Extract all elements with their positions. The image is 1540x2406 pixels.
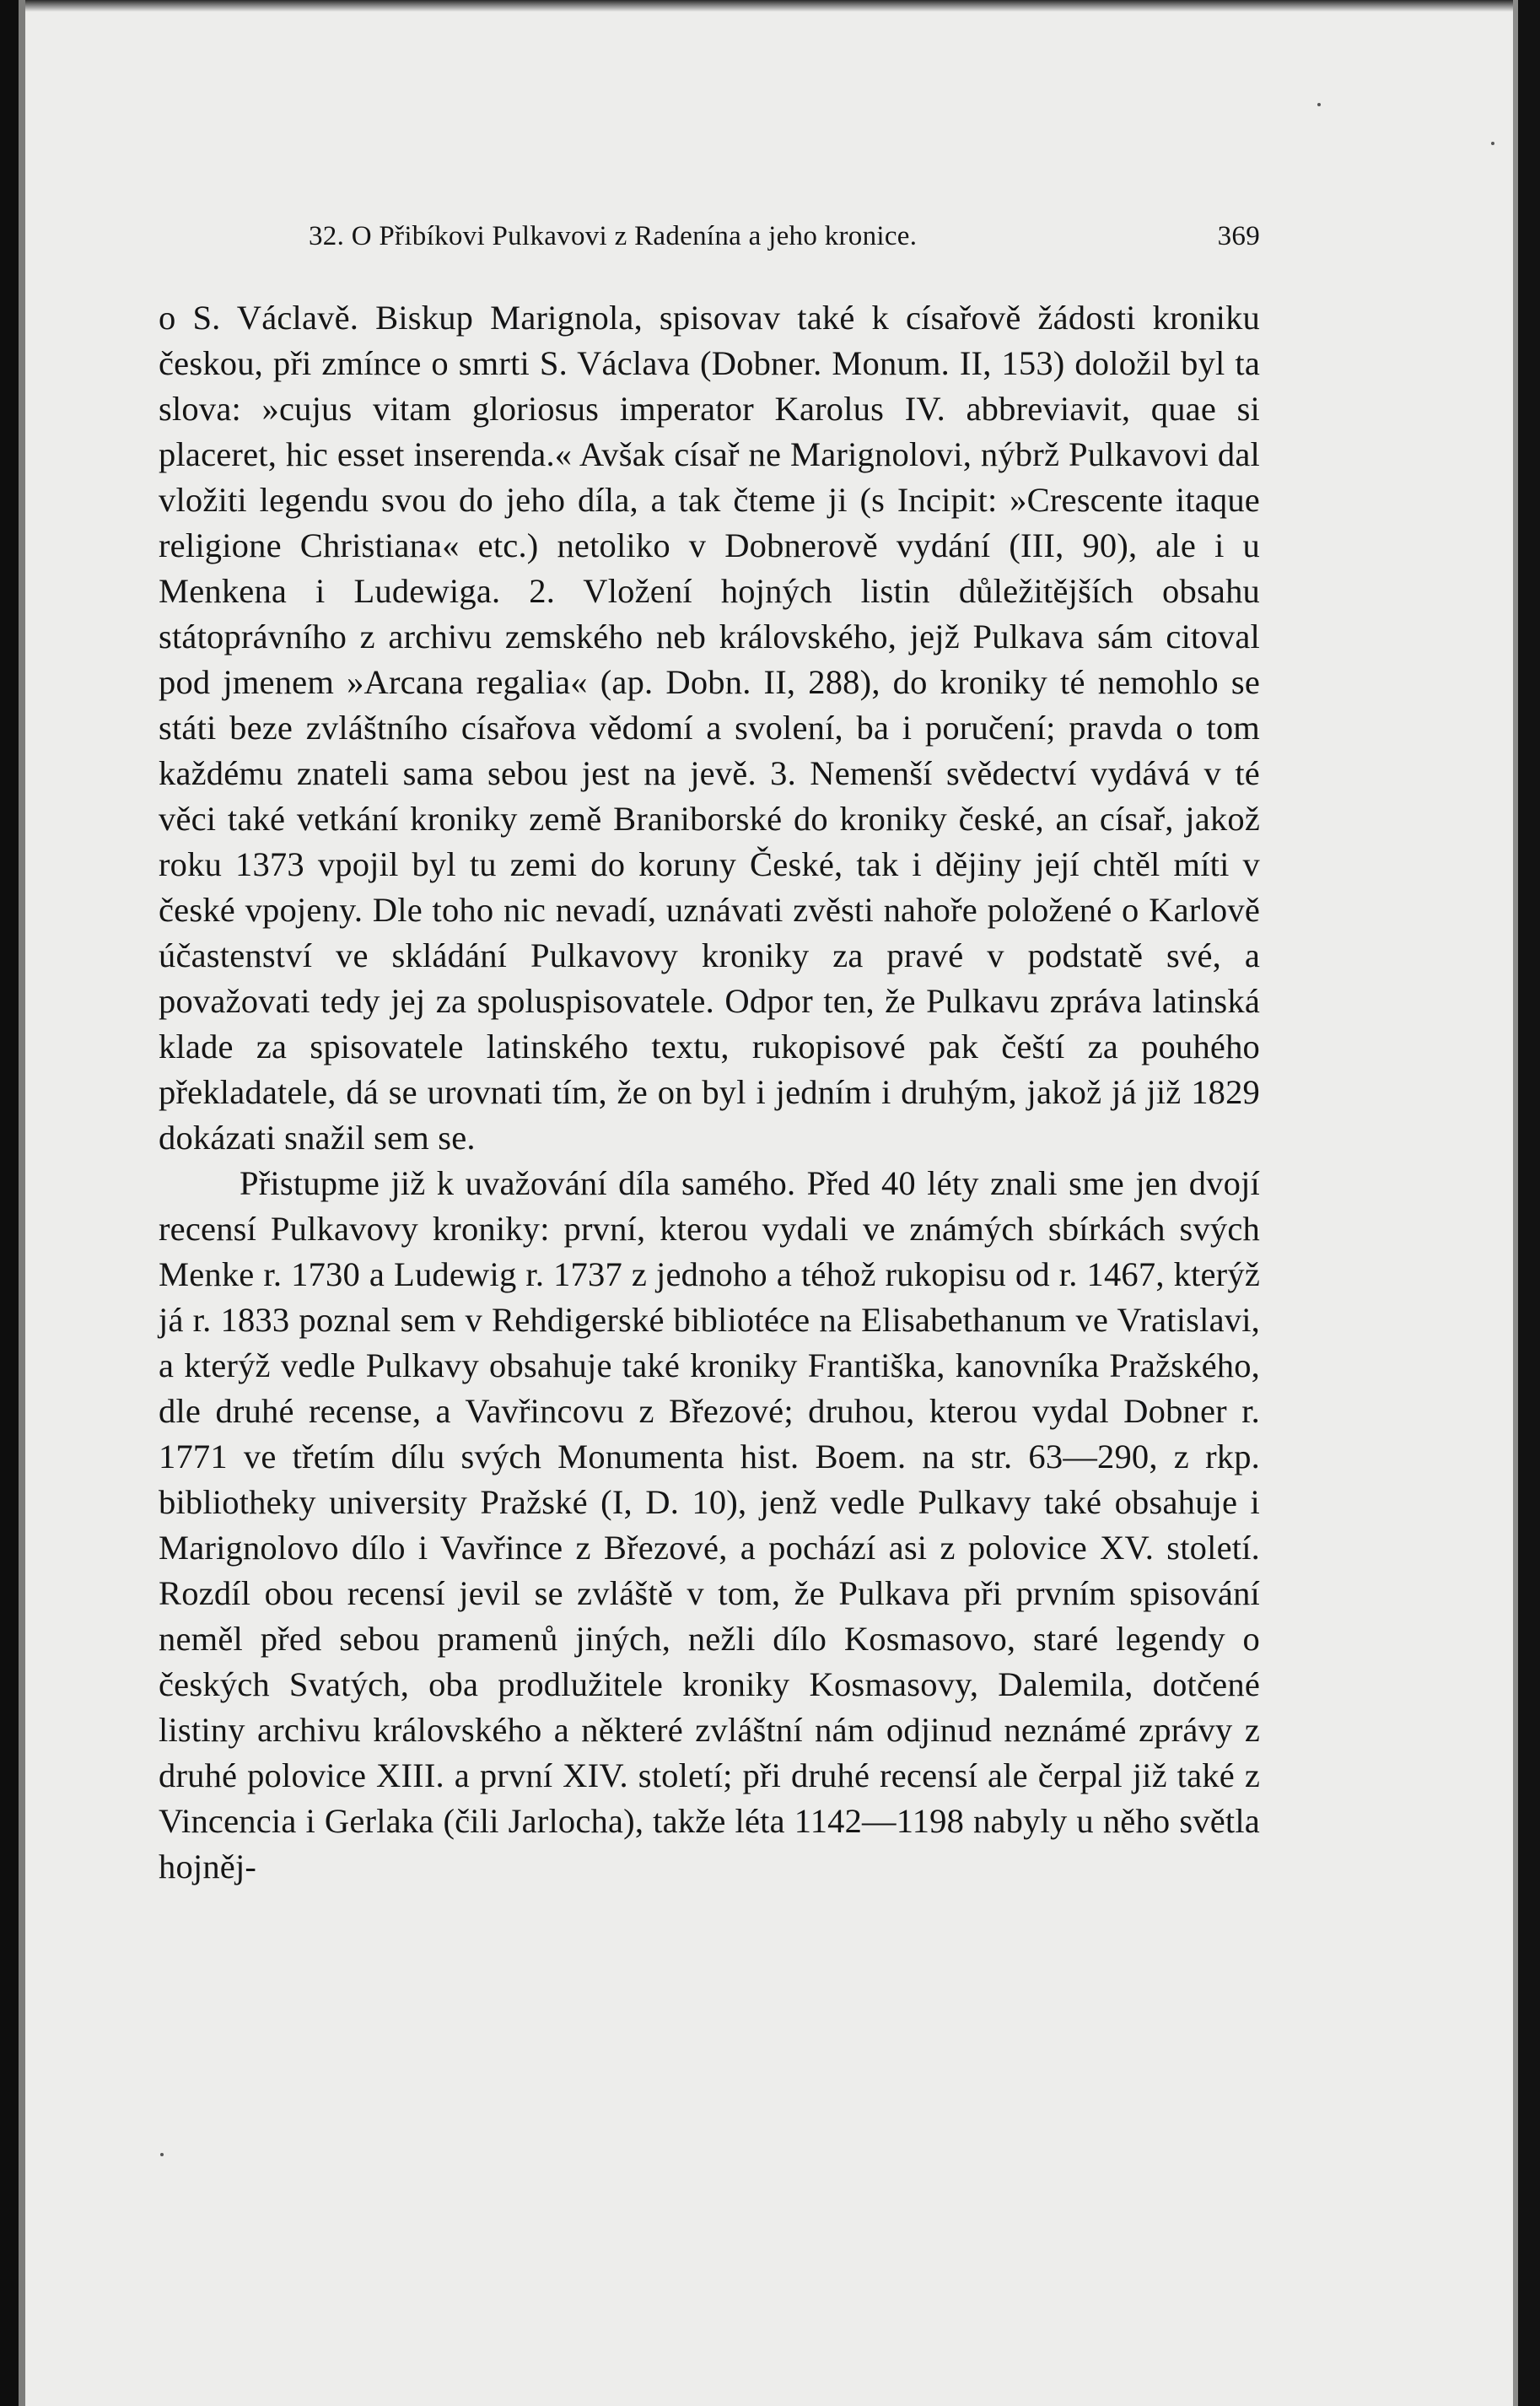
scan-right-gutter: [1513, 0, 1518, 2406]
scan-left-gutter: [19, 0, 25, 2406]
paragraph: Přistupme již k uvažování díla samého. Před 40 léty znali sme jen dvojí recensí Pulkavovy kroniky: první, kterou vydali ve známých sbírkách svých Menke r. 1730 a Ludewig r. 1737 z jednoho a téhož rukopisu od r. 1467, kterýž já r. 1833 poznal sem v Rehdigerské bibliotéce na Elisabethanum ve Vratislavi, a kterýž vedle Pulkavy obsahuje také kroniky Františka, kanovníka Pražského, dle druhé recense, a Vavřincovu z Březové; druhou, kterou vydal Dobner r. 1771 ve třetím dílu svých Monumenta hist. Boem. na str. 63—290, z rkp. bibliotheky university Pražské (I, D. 10), jenž vedle Pulkavy také obsahuje i Marignolovo dílo i Vavřince z Březové, a pochází asi z polovice XV. století. Rozdíl obou recensí jevil se zvláště v tom, že Pulkava při prvním spisování neměl před sebou pramenů jiných, nežli dílo Kosmasovo, staré legendy o českých Svatých, oba prodlužitele kroniky Kosmasovy, Dalemila, dotčené listiny archivu královského a některé zvláštní nám odjinud neznámé zprávy z druhé polovice XIII. a první XIV. století; při druhé recensí ale čerpal již také z Vincencia i Gerlaka (čili Jarlocha), takže léta 1142—1198 nabyly u něho světla hojněj-: [159, 1164, 1260, 1885]
running-header: [159, 211, 1260, 262]
scan-right-border: [1518, 0, 1540, 2406]
page-number: 369: [1217, 221, 1260, 251]
scan-left-border: [0, 0, 19, 2406]
book-page: [159, 211, 1260, 1890]
scan-speck: [1491, 142, 1494, 145]
scan-speck: [160, 2153, 164, 2156]
scan-top-shadow: [0, 0, 1540, 12]
paragraph: o S. Václavě. Biskup Marignola, spisovav také k císařově žádosti kroniku českou, při zmínce o smrti S. Václava (Dobner. Monum. II, 153) doložil byl ta slova: »cujus vitam gloriosus imperator Karolus IV. abbreviavit, quae si placeret, hic esset inserenda.« Avšak císař ne Marignolovi, nýbrž Pulkavovi dal vložiti legendu svou do jeho díla, a tak čteme ji (s Incipit: »Crescente itaque religione Christiana« etc.) netoliko v Dobnerově vydání (III, 90), ale i u Menkena i Ludewiga. 2. Vložení hojných listin důležitějších obsahu státoprávního z archivu zemského neb královského, jejž Pulkava sám citoval pod jmenem »Arcana regalia« (ap. Dobn. II, 288), do kroniky té nemohlo se státi beze zvláštního císařova vědomí a svolení, ba i poručení; pravda o tom každému znateli sama sebou jest na jevě. 3. Nemenší svědectví vydává v té věci také vetkání kroniky země Braniborské do kroniky české, an císař, jakož roku 1373 vpojil byl tu zemi do koruny České, tak i dějiny její chtěl míti v české vpojeny. Dle toho nic nevadí, uznávati zvěsti nahoře položené o Karlově účastenství ve skládání Pulkavovy kroniky za pravé v podstatě své, a považovati tedy jej za spoluspisovatele. Odpor ten, že Pulkavu zpráva latinská klade za spisovatele latinského textu, rukopisové pak čeští za pouhého překladatele, dá se urovnati tím, že on byl i jedním i druhým, jakož já již 1829 dokázati snažil sem se.: [159, 299, 1260, 1157]
body-text: [159, 295, 1260, 1890]
running-title: 32. O Přibíkovi Pulkavovi z Radenína a jeho kronice.: [309, 221, 918, 251]
scan-speck: [1317, 103, 1321, 106]
